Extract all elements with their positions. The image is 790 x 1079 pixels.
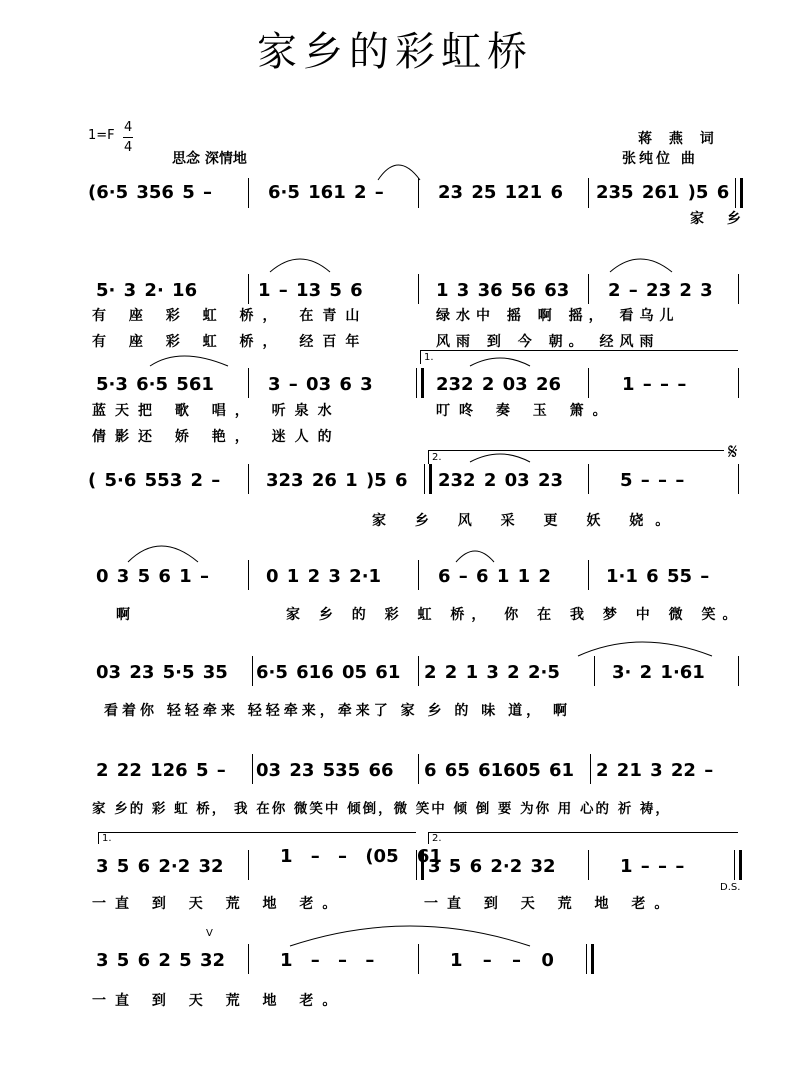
lyric-line: 倩影还 娇 艳， 迷人的 <box>92 429 341 445</box>
measure: 2 21 3 22 – <box>596 760 714 781</box>
lyric-line: 家 乡的 彩 虹 桥， 我 在你 微笑中 倾倒，微 笑中 倾 倒 要 为你 用 心的 祈 祷， <box>92 801 671 817</box>
tempo-marking: 思念 深情地 <box>172 151 247 167</box>
slur <box>270 259 330 272</box>
measure: 1·1 6 55 – <box>606 566 710 587</box>
composer-credit: 张纯位 曲 <box>622 151 698 167</box>
measure: 3 5 6 2 5 32 <box>96 950 226 971</box>
slur <box>578 642 712 656</box>
measure: 6·5 616 05 61 <box>256 662 401 683</box>
lyric-line: 啊 <box>116 607 139 623</box>
measure: 1 – – 0 <box>450 950 554 971</box>
lyric-line: 一直 到 天 荒 地 老。 <box>92 993 346 1009</box>
measure: 2 2 1 3 2 2·5 <box>424 662 560 683</box>
lyric-line: 家 乡 <box>690 211 750 227</box>
time-signature-bottom: 4 <box>124 140 133 155</box>
measure: 6·5 161 2 – <box>268 182 384 203</box>
measure: 0 3 5 6 1 – <box>96 566 209 587</box>
measure: 5·3 6·5 561 <box>96 374 214 395</box>
measure: 1 – – – <box>622 374 687 395</box>
measure: 1 3 36 56 63 <box>436 280 570 301</box>
measure: 3· 2 1·61 <box>612 662 705 683</box>
measure: 235 261 )5 6 <box>596 182 730 203</box>
measure: 1 – – – <box>620 856 685 877</box>
key-signature: 1=F <box>88 128 115 143</box>
slur <box>378 165 420 180</box>
lyric-line: 风雨 到 今 朝。 经风雨 <box>436 334 660 350</box>
slur <box>150 356 228 366</box>
slur <box>290 926 530 946</box>
measure: 6 65 61605 61 <box>424 760 575 781</box>
measure: 1 – 13 5 6 <box>258 280 363 301</box>
measure: 232 2 03 26 <box>436 374 561 395</box>
measure: 03 23 5·5 35 <box>96 662 228 683</box>
measure: 0 1 2 3 2·1 <box>266 566 382 587</box>
slur <box>470 454 530 462</box>
lyric-line: 家 乡 风 采 更 妖 娆。 <box>372 513 682 529</box>
lyric-line: 有 座 彩 虹 桥， 在青山 <box>92 308 369 324</box>
measure: 3 5 6 2·2 32 <box>96 856 224 877</box>
slur <box>128 546 198 562</box>
lyric-line: 一直 到 天 荒 地 老。 <box>424 896 678 912</box>
volta-2-label: 2. <box>432 833 442 844</box>
volta-1-label: 1. <box>102 833 112 844</box>
lyric-line: 叮咚 奏 玉 箫。 <box>436 403 616 419</box>
measure: (6·5 356 5 – <box>88 182 213 203</box>
breath-mark: V <box>206 928 213 939</box>
segno-icon: 𝄋 <box>728 440 738 465</box>
measure: 3 5 6 2·2 32 <box>428 856 556 877</box>
ds-marking: D.S. <box>720 882 741 893</box>
lyric-line: 有 座 彩 虹 桥， 经百年 <box>92 334 369 350</box>
measure: 2 22 126 5 – <box>96 760 226 781</box>
slur <box>456 551 494 562</box>
volta-1-label: 1. <box>424 352 434 363</box>
measure: 2 – 23 2 3 <box>608 280 713 301</box>
volta-2-label: 2. <box>432 452 442 463</box>
lyric-line: 蓝天把 歌 唱， 听泉水 <box>92 403 341 419</box>
slur <box>610 259 672 272</box>
measure: 232 2 03 23 <box>438 470 563 491</box>
lyric-line: 看着你 轻轻牵来 轻轻牵来，牵来了 家 乡 的 味 道， 啊 <box>104 703 571 719</box>
lyricist-credit: 蒋 燕 词 <box>638 131 720 147</box>
song-title: 家乡的彩虹桥 <box>257 29 533 75</box>
lyric-line: 绿水中 摇 啊 摇， 看乌儿 <box>436 308 680 324</box>
lyric-line: 一直 到 天 荒 地 老。 <box>92 896 346 912</box>
measure: ( 5·6 553 2 – <box>88 470 221 491</box>
time-signature-top: 4 <box>124 120 133 135</box>
measure: 1 – – – <box>280 950 375 971</box>
measure: 23 25 121 6 <box>438 182 563 203</box>
slur <box>470 358 530 366</box>
measure: 03 23 535 66 <box>256 760 394 781</box>
measure: 1 – – (05 61 <box>280 846 442 867</box>
measure: 323 26 1 )5 6 <box>266 470 408 491</box>
measure: 6 – 6 1 1 2 <box>438 566 551 587</box>
measure: 5 – – – <box>620 470 685 491</box>
measure: 5· 3 2· 16 <box>96 280 198 301</box>
lyric-line: 家 乡 的 彩 虹 桥， 你 在 我 梦 中 微 笑。 <box>286 607 744 623</box>
measure: 3 – 03 6 3 <box>268 374 373 395</box>
